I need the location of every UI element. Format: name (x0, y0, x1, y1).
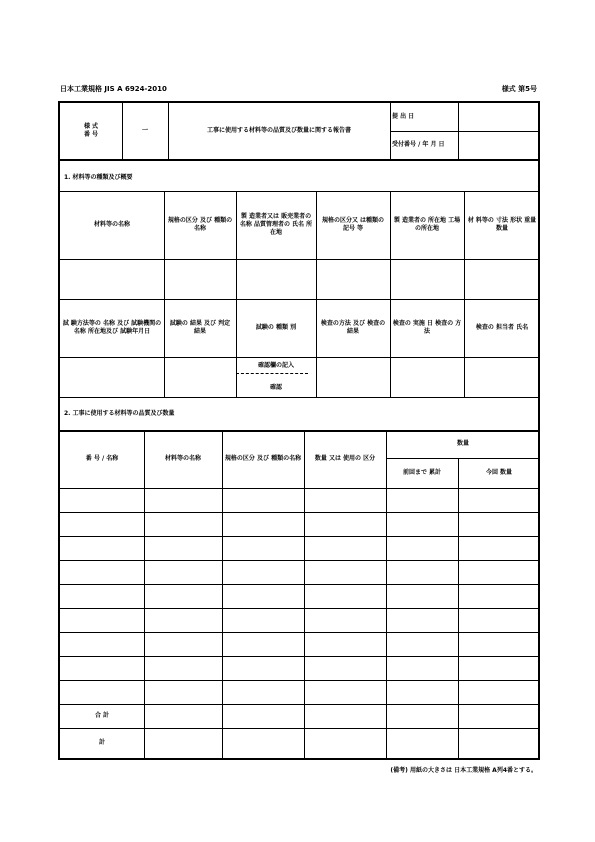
row-total-label: 合 計 (94, 712, 110, 719)
s1-h1-col5: 製 造業者の 所在地 工場の所在地 (393, 217, 461, 232)
s1-h2-col3: 試験の 種類 別 (255, 324, 297, 331)
s2-header-number: 番 号 / 名称 (85, 455, 119, 462)
s1-h1-col6: 材 料等の 寸法 形状 重量 数量 (467, 217, 537, 232)
s1-h1-col4: 規格の区分又 は種類の 記号 等 (321, 217, 385, 232)
footer-note: (備考) 用紙の大きさは 日本工業規格 A列4番とする。 (390, 767, 537, 774)
receipt-number-label: 受付番号 / 年 月 日 (392, 141, 445, 148)
s1-h2-col4: 検査の方法 及び 検査の結果 (320, 320, 386, 335)
s2-header-spec: 規格の区分 及び 種類の名称 (224, 455, 302, 462)
form-number-label: 様 式 番 号 (83, 123, 99, 138)
s1-h2-col1: 試 験方法等の 名称 及び 試験機関の 名称 所在地及び 試験年月日 (62, 320, 162, 335)
s1-h1-col1: 材料等の名称 (93, 221, 130, 228)
s2-subheader-current: 今回 数量 (485, 469, 513, 476)
s2-header-usage: 数量 又は 使用の 区分 (314, 455, 376, 462)
section1-title: 1. 材料等の種類及び概要 (64, 174, 133, 181)
s1-h2-col2: 試験の 結果 及び 判定 結果 (169, 320, 231, 335)
s1-h2-col6: 検査の 担当者 氏名 (475, 324, 529, 331)
confirm-note-top: 確認欄の記入 (257, 362, 294, 369)
header-form-number: 様式 第5号 (501, 85, 537, 93)
s1-h1-col3: 製 造業者又は 販売業者の 名称 品質管理者の 氏名 所在地 (239, 213, 313, 236)
s1-h1-col2: 規格の区分 及び 種類の名称 (167, 217, 233, 232)
form-frame (58, 101, 540, 760)
s2-subheader-previous: 前回まで 累計 (402, 469, 442, 476)
submission-date-label: 提 出 日 (392, 113, 415, 120)
s1-h2-col5: 検査の 実施 日 検査の 方法 (392, 320, 462, 335)
s2-header-quantity: 数量 (456, 440, 469, 447)
section2-title: 2. 工事に使用する材料等の品質及び数量 (64, 410, 175, 417)
confirm-dashed-line (236, 373, 308, 374)
s2-header-name: 材料等の名称 (164, 455, 201, 462)
form-number-value: 一 (141, 127, 148, 134)
form-title: 工事に使用する材料等の品質及び数量に関する報告書 (206, 127, 351, 134)
confirm-note-bottom: 確認 (269, 384, 282, 391)
row-sum-label: 計 (98, 739, 105, 746)
header-standard-code: 日本工業規格 JIS A 6924-2010 (60, 85, 167, 93)
